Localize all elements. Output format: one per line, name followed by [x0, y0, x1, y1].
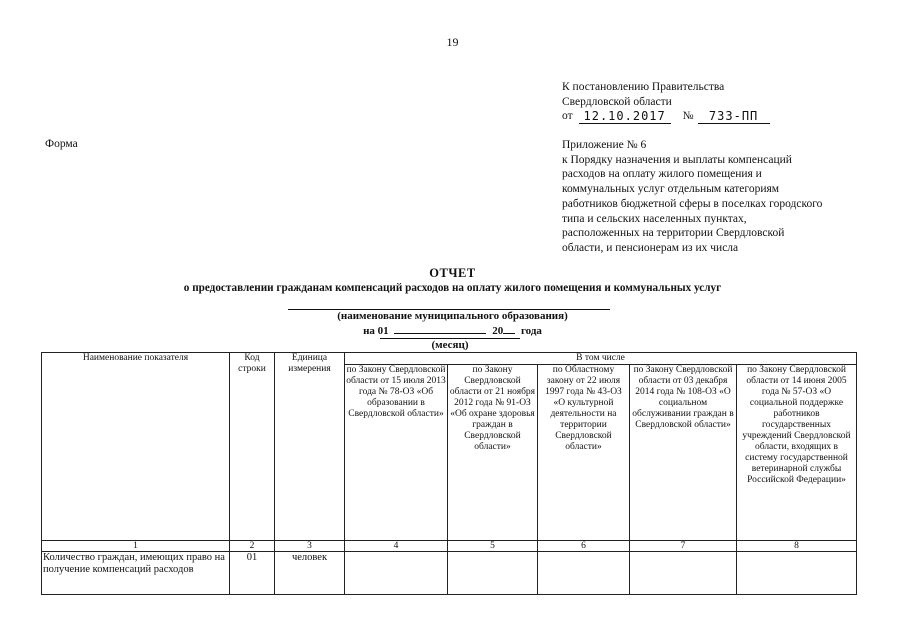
subheader-law-78: по Закону Свердловской области от 15 июля 2013 года № 78-ОЗ «Об образовании в Свердловской области» — [345, 365, 448, 541]
subheader-law-108: по Закону Свердловской области от 03 декабря 2014 года № 108-ОЗ «О социальном обслуживании граждан в Свердловской области» — [630, 365, 737, 541]
column-number: 7 — [630, 541, 737, 552]
column-number: 1 — [42, 541, 230, 552]
month-label: (месяц) — [380, 338, 520, 351]
appendix-line: расходов на оплату жилого помещения и — [562, 168, 762, 181]
form-label: Форма — [45, 138, 78, 150]
row-value-col5[interactable] — [448, 552, 538, 595]
appendix-line: Приложение № 6 — [562, 139, 647, 151]
row-unit: человек — [275, 552, 345, 595]
row-value-col8[interactable] — [737, 552, 857, 595]
row-value-col6[interactable] — [538, 552, 630, 595]
appendix-line: типа и сельских населенных пунктах, — [562, 212, 747, 225]
row-code: 01 — [230, 552, 275, 595]
subheader-law-57: по Закону Свердловской области от 14 июня 2005 года № 57-ОЗ «О социальной поддержке работников государственных учреждений Свердловской области, входящих в систему государственной ветеринарной службы Российской Федерации» — [737, 365, 857, 541]
report-subtitle: о предоставлении гражданам компенсаций расходов на оплату жилого помещения и коммунальных услуг — [183, 282, 722, 294]
appendix-line: области, и пенсионерам из их числа — [562, 241, 739, 254]
column-number: 6 — [538, 541, 630, 552]
date-suffix: года — [520, 325, 542, 337]
column-number: 8 — [737, 541, 857, 552]
column-number: 5 — [448, 541, 538, 552]
column-number: 3 — [275, 541, 345, 552]
appendix-line: расположенных на территории Свердловской — [562, 227, 785, 240]
row-value-col4[interactable] — [345, 552, 448, 595]
month-blank[interactable] — [394, 323, 486, 334]
subheader-law-43: по Областному закону от 22 июля 1997 года № 43-ОЗ «О культурной деятельности на территории Свердловской области» — [538, 365, 630, 541]
decree-line-1: К постановлению Правительства — [562, 81, 725, 93]
decree-date-row — [562, 109, 862, 124]
appendix-block — [562, 138, 862, 256]
appendix-line: к Порядку назначения и выплаты компенсаций — [562, 153, 792, 166]
report-table — [41, 352, 857, 595]
header-code: Код строки — [230, 353, 275, 541]
row-indicator: Количество граждан, имеющих право на получение компенсаций расходов — [42, 552, 230, 595]
date-prefix: на 01 — [363, 325, 389, 337]
decree-date: 12.10.2017 — [579, 110, 671, 124]
header-indicator: Наименование показателя — [42, 353, 230, 541]
date-mid: 20 — [492, 325, 504, 337]
appendix-line: коммунальных услуг отдельным категориям — [562, 183, 780, 196]
subheader-law-91: по Закону Свердловской области от 21 ноября 2012 года № 91-ОЗ «Об охране здоровья граждан в Свердловской области» — [448, 365, 538, 541]
decree-number-label: № — [682, 110, 694, 122]
row-value-col7[interactable] — [630, 552, 737, 595]
municipality-label: (наименование муниципального образования) — [337, 310, 568, 322]
table-row — [42, 552, 857, 595]
decree-number: 733-ПП — [698, 110, 770, 124]
report-title: ОТЧЕТ — [429, 266, 476, 280]
header-unit: Единица измерения — [275, 353, 345, 541]
column-number: 4 — [345, 541, 448, 552]
page-number: 19 — [446, 35, 459, 49]
table-header-row — [42, 353, 857, 365]
report-date-row — [0, 323, 905, 337]
header-including: В том числе — [345, 353, 857, 365]
year-blank[interactable] — [503, 323, 515, 334]
decree-from-label: от — [562, 110, 573, 122]
column-number-row — [42, 541, 857, 552]
column-number: 2 — [230, 541, 275, 552]
decree-reference — [562, 80, 862, 124]
appendix-line: работников бюджетной сферы в поселках городского — [562, 197, 823, 210]
decree-line-2: Свердловской области — [562, 95, 672, 108]
